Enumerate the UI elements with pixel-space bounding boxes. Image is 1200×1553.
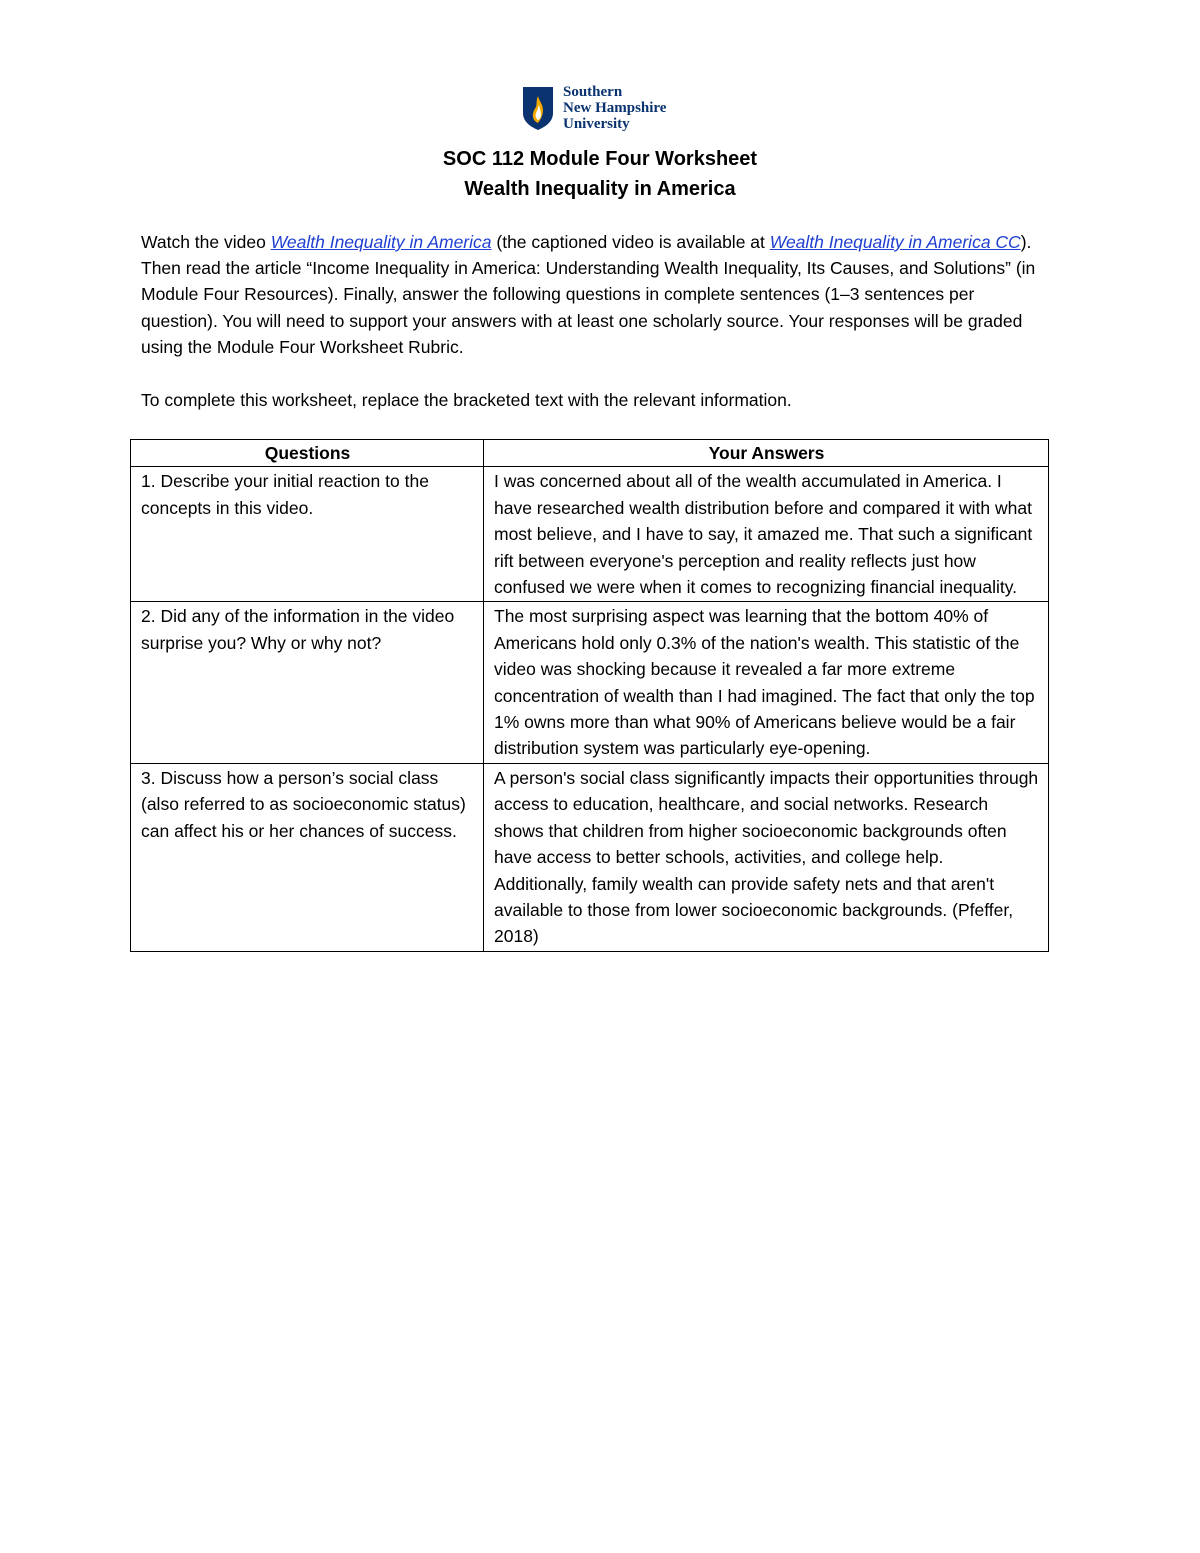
questions-header: Questions xyxy=(131,440,484,467)
logo-wordmark xyxy=(563,84,666,132)
video-link[interactable]: Wealth Inequality in America xyxy=(270,232,492,252)
table-row xyxy=(131,602,1049,763)
answer-cell[interactable]: I was concerned about all of the wealth accumulated in America. I have researched wealth distribution before and compared it with what most believe, and I have to say, it amazed me. That such a significant rift between everyone's perception and reality reflects just how confused we were when it comes to recognizing financial inequality. xyxy=(484,467,1049,602)
page-title: SOC 112 Module Four Worksheet xyxy=(442,148,758,170)
title-block xyxy=(0,144,1200,204)
logo-line-2: New Hampshire xyxy=(563,100,667,116)
table-row xyxy=(131,467,1049,602)
answer-cell[interactable]: The most surprising aspect was learning that the bottom 40% of Americans hold only 0.3% of the nation's wealth. This statistic of the video was shocking because it revealed a far more extreme concentration of wealth than I had imagined. The fact that only the top 1% owns more than what 90% of Americans believe would be a fair distribution system was particularly eye-opening. xyxy=(484,602,1049,763)
intro-text-2: (the captioned video is available at xyxy=(491,232,770,252)
answer-cell[interactable]: A person's social class significantly impacts their opportunities through access to education, healthcare, and social networks. Research shows that children from higher socioeconomic backgrounds often have access to better schools, activities, and college help. Additionally, family wealth can provide safety nets and that aren't available to those from lower socioeconomic backgrounds. (Pfeffer, 2018) xyxy=(484,763,1049,951)
question-cell: 1. Describe your initial reaction to the concepts in this video. xyxy=(131,467,484,602)
qa-table xyxy=(130,439,1049,952)
shield-flame-icon xyxy=(521,85,555,131)
intro-text-3: ). Then read the article “Income Inequality in America: Understanding Wealth Inequality, Its Causes, and Solutions” (in Module Four Resources). Finally, answer the following questions in complete sentences (1–3 sentences per question). You will need to support your answers with at least one scholarly source. Your responses will be graded using the Module Four Worksheet Rubric. xyxy=(141,232,1036,357)
intro-paragraph xyxy=(141,229,1056,360)
table-header-row xyxy=(131,440,1049,467)
instructions-text: To complete this worksheet, replace the bracketed text with the relevant information. xyxy=(141,390,792,410)
university-logo xyxy=(521,84,666,132)
logo-line-3: University xyxy=(563,116,630,132)
table-row xyxy=(131,763,1049,951)
captioned-video-link[interactable]: Wealth Inequality in America CC xyxy=(769,232,1021,252)
intro-text-1: Watch the video xyxy=(141,232,271,252)
question-cell: 3. Discuss how a person’s social class (also referred to as socioeconomic status) can affect his or her chances of success. xyxy=(131,763,484,951)
logo-line-1: Southern xyxy=(563,84,623,100)
question-cell: 2. Did any of the information in the video surprise you? Why or why not? xyxy=(131,602,484,763)
answers-header: Your Answers xyxy=(484,440,1049,467)
page-subtitle: Wealth Inequality in America xyxy=(464,178,736,200)
